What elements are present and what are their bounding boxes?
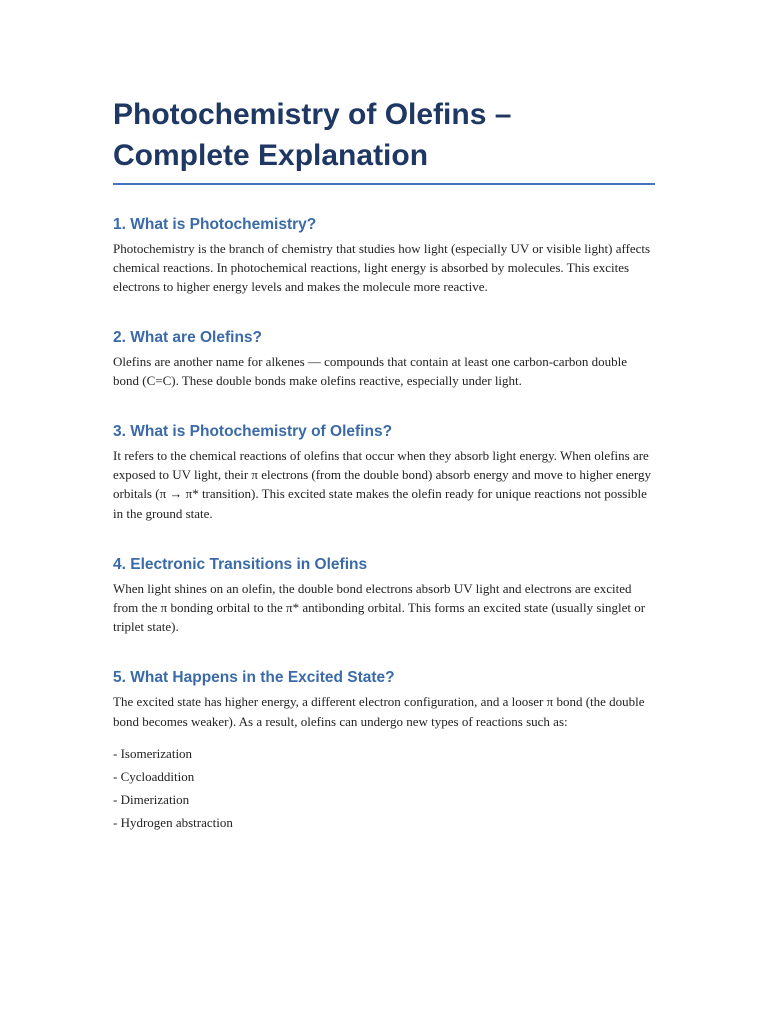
section-photochemistry-of-olefins <box>113 422 655 523</box>
section-excited-state <box>113 668 655 832</box>
section-electronic-transitions <box>113 555 655 637</box>
section-body: Photochemistry is the branch of chemistry that studies how light (especially UV or visible light) affects chemical reactions. In photochemical reactions, light energy is absorbed by molecules. This excites electrons to higher energy levels and makes the molecule more reactive. <box>113 241 651 295</box>
section-heading: 4. Electronic Transitions in Olefins <box>113 555 368 573</box>
list-item: - Hydrogen abstraction <box>113 815 233 831</box>
section-heading: 3. What is Photochemistry of Olefins? <box>113 423 393 441</box>
section-body: It refers to the chemical reactions of olefins that occur when they absorb light energy. When olefins are exposed to UV light, their π electrons (from the double bond) absorb energy and move to higher energy orbitals (π → π* transition). This excited state makes the olefin ready for unique reactions not possible in the ground state. <box>113 448 651 521</box>
section-heading: 5. What Happens in the Excited State? <box>113 669 395 687</box>
section-heading: 1. What is Photochemistry? <box>113 216 317 233</box>
document-page <box>113 94 655 833</box>
section-body: Olefins are another name for alkenes — compounds that contain at least one carbon-carbon double bond (C=C). These double bonds make olefins reactive, especially under light. <box>113 353 628 388</box>
section-what-are-olefins <box>113 328 655 390</box>
section-heading: 2. What are Olefins? <box>113 328 263 346</box>
list-item: - Dimerization <box>113 792 190 808</box>
section-what-is-photochemistry <box>113 215 655 297</box>
list-item: - Isomerization <box>113 745 193 761</box>
reaction-type-list <box>113 744 655 833</box>
list-item: - Cycloaddition <box>113 769 195 785</box>
section-body: The excited state has higher energy, a different electron configuration, and a looser π bond (the double bond becomes weaker). As a result, olefins can undergo new types of reactions such as: <box>113 694 645 729</box>
document-title: Photochemistry of Olefins – Complete Explanation <box>113 94 655 185</box>
section-body: When light shines on an olefin, the double bond electrons absorb UV light and electrons are excited from the π bonding orbital to the π* antibonding orbital. This forms an excited state (usually singlet or triplet state). <box>113 580 646 635</box>
